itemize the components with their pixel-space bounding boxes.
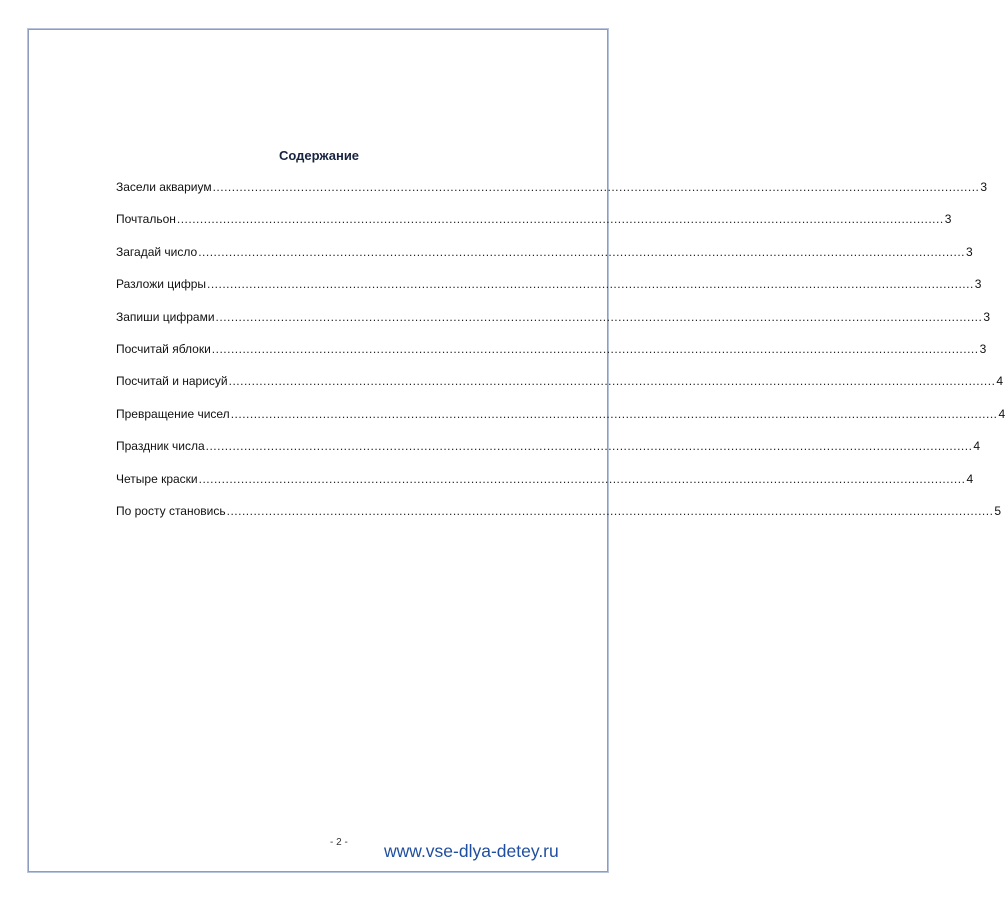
toc-leader-dots: ........................................................................................................................................................................................................	[198, 244, 965, 259]
toc-entry[interactable]	[116, 180, 988, 212]
toc-entry-page: 3	[983, 309, 991, 324]
toc-entry-label: Запиши цифрами	[116, 309, 215, 324]
toc-entry-page: 5	[994, 503, 1002, 518]
toc-title: Содержание	[278, 148, 360, 163]
toc-leader-dots: ........................................................................................................................................................................................................	[205, 439, 973, 454]
toc-entry-page: 3	[965, 244, 973, 259]
toc-leader-dots: ........................................................................................................................................................................................................	[215, 309, 983, 324]
toc-leader-dots: ........................................................................................................................................................................................................	[211, 341, 979, 356]
toc-list	[116, 180, 1005, 536]
toc-entry-label: По росту становись	[116, 503, 226, 518]
toc-entry-label: Посчитай и нарисуй	[116, 374, 228, 389]
toc-entry-page: 3	[974, 277, 982, 292]
toc-leader-dots: ........................................................................................................................................................................................................	[176, 212, 944, 227]
site-url[interactable]: www.vse-dlya-detey.ru	[384, 841, 559, 861]
toc-leader-dots: ........................................................................................................................................................................................................	[207, 277, 974, 292]
page-number: - 2 -	[330, 837, 348, 848]
toc-entry-label: Почтальон	[116, 212, 176, 227]
toc-entry-label: Загадай число	[116, 244, 198, 259]
toc-entry-page: 4	[966, 471, 974, 486]
toc-entry[interactable]	[116, 212, 952, 244]
toc-entry-page: 3	[980, 180, 988, 194]
toc-leader-dots: ........................................................................................................................................................................................................	[228, 374, 996, 389]
toc-entry[interactable]	[116, 244, 973, 277]
toc-entry-label: Разложи цифры	[116, 277, 206, 292]
toc-leader-dots: ........................................................................................................................................................................................................	[230, 406, 998, 421]
toc-leader-dots: ........................................................................................................................................................................................................	[198, 471, 966, 486]
toc-leader-dots: ........................................................................................................................................................................................................	[226, 503, 994, 518]
toc-entry-page: 4	[996, 374, 1004, 389]
toc-entry[interactable]	[116, 374, 1004, 406]
toc-entry[interactable]	[116, 341, 987, 374]
toc-leader-dots: ........................................................................................................................................................................................................	[212, 180, 980, 194]
toc-entry-page: 3	[944, 212, 952, 227]
toc-entry[interactable]	[116, 406, 1005, 439]
toc-entry-label: Праздник числа	[116, 439, 205, 454]
toc-entry-label: Посчитай яблоки	[116, 341, 211, 356]
toc-entry-page: 4	[998, 406, 1005, 421]
toc-entry-page: 4	[973, 439, 981, 454]
toc-entry[interactable]	[116, 503, 1002, 536]
toc-entry-label: Засели аквариум	[116, 180, 212, 194]
toc-entry-page: 3	[979, 341, 987, 356]
toc-entry-label: Превращение чисел	[116, 406, 230, 421]
toc-entry[interactable]	[116, 471, 974, 504]
toc-entry[interactable]	[116, 277, 982, 309]
toc-entry[interactable]	[116, 439, 981, 471]
toc-entry-label: Четыре краски	[116, 471, 198, 486]
toc-entry[interactable]	[116, 309, 991, 342]
